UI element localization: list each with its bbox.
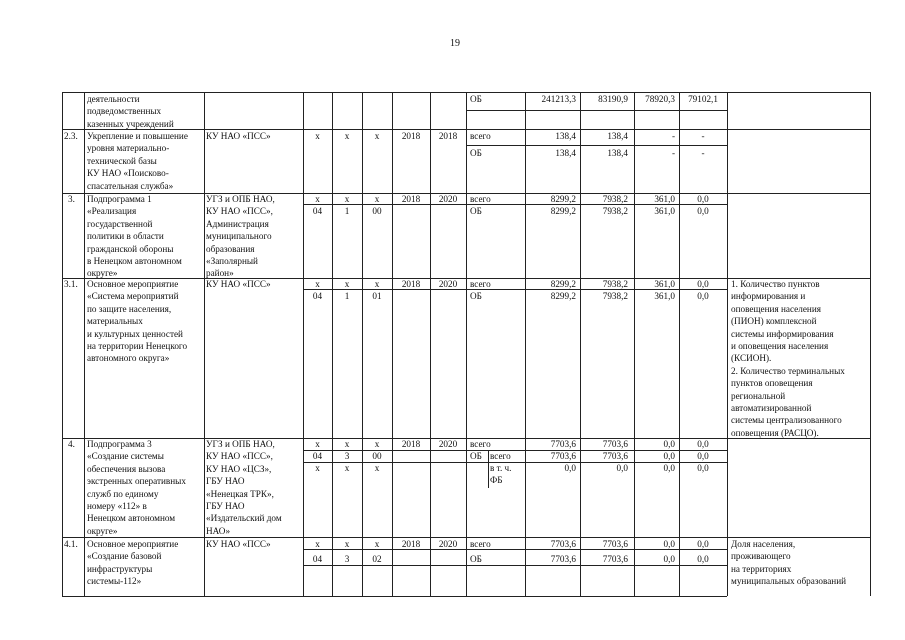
table-column-rule bbox=[525, 92, 526, 596]
executor-line: УГЗ и ОПБ НАО, bbox=[206, 439, 275, 449]
executor-line: «Ненецкая ТРК», bbox=[206, 488, 274, 499]
indicator-line: пунктов оповещения bbox=[731, 378, 813, 389]
row-23-end-year: 2018 bbox=[438, 131, 458, 141]
row-41-all-year-2019: 0,0 bbox=[663, 539, 675, 549]
table-column-rule bbox=[392, 92, 393, 596]
cont-row-total: 241213,3 bbox=[541, 94, 576, 104]
subprogram-name-line: в Ненецком автономном bbox=[87, 256, 182, 266]
indicator-line: и оповещения населения bbox=[731, 341, 829, 351]
executor-line: Администрация bbox=[206, 218, 269, 229]
cont-row-year-2019: 78920,3 bbox=[645, 94, 675, 104]
subprogram-name-line: государственной bbox=[87, 218, 153, 229]
sub-row-border bbox=[466, 110, 727, 111]
measure-name-line: автономного округа» bbox=[87, 353, 170, 364]
indicator-line: на территориях bbox=[731, 563, 792, 574]
indicator-line: проживающего bbox=[731, 551, 791, 562]
funding-source: ОБ bbox=[470, 554, 482, 564]
subprogram-name-line: гражданской обороны bbox=[87, 243, 174, 254]
row-3-ob-total: 8299,2 bbox=[550, 206, 576, 216]
page-number: 19 bbox=[450, 38, 460, 49]
indicator-line: информирования и bbox=[731, 291, 806, 302]
code-pp: х bbox=[344, 131, 350, 141]
row-3-ob-year-2020: 0,0 bbox=[697, 206, 709, 216]
row-4-codes-a-gp: х bbox=[315, 439, 320, 449]
row-31-all-year-2020: 0,0 bbox=[697, 279, 709, 289]
table-column-rule bbox=[679, 92, 680, 596]
row-4-start-year: 2018 bbox=[401, 439, 421, 449]
table-column-rule bbox=[580, 92, 581, 596]
row-number: 4. bbox=[68, 439, 75, 449]
executor-line: район» bbox=[206, 268, 234, 279]
row-4-codes-b-pp: 3 bbox=[344, 451, 350, 461]
executor-line: КУ НАО «ПСС», bbox=[206, 206, 273, 217]
row-number: 4.1. bbox=[64, 539, 78, 549]
subprogram-name-line: экстренных оперативных bbox=[87, 476, 186, 487]
executor-line: «Заполярный bbox=[206, 256, 258, 266]
executor: КУ НАО «ПСС» bbox=[206, 539, 271, 549]
subprogram-name-line: номеру «112» в bbox=[87, 501, 147, 511]
row-3-all-year-2020: 0,0 bbox=[697, 194, 709, 204]
row-31-codes-a-om: х bbox=[374, 279, 380, 289]
subprogram-name-line: политики в области bbox=[87, 231, 164, 242]
row-3-all-year-2018: 7938,2 bbox=[602, 194, 628, 204]
row-3-start-year: 2018 bbox=[401, 194, 421, 204]
measure-name-line: инфраструктуры bbox=[87, 563, 153, 574]
funding-source: ОБ bbox=[470, 94, 482, 104]
row-4-all-year-2020: 0,0 bbox=[697, 439, 709, 449]
row-31-codes-b-om: 01 bbox=[372, 291, 382, 301]
row-41-codes-b-gp: 04 bbox=[312, 554, 323, 564]
row-23-all-total: 138,4 bbox=[555, 131, 576, 141]
row-4-fb-total: 0,0 bbox=[564, 463, 576, 473]
row-41-codes-a-gp: х bbox=[315, 539, 320, 549]
row-4-codes-b-gp: 04 bbox=[312, 451, 323, 461]
measure-name-line: «Система мероприятий bbox=[87, 291, 179, 302]
measure-name-line: по защите населения, bbox=[87, 303, 172, 314]
row-31-all-year-2018: 7938,2 bbox=[602, 279, 628, 289]
row-number: 3.1. bbox=[64, 279, 78, 289]
row-3-all-total: 8299,2 bbox=[550, 194, 576, 204]
row-41-ob-year-2020: 0,0 bbox=[697, 554, 709, 564]
row-23-ob-year-2019: - bbox=[671, 148, 675, 158]
row-31-codes-a-pp: х bbox=[344, 279, 350, 289]
table-column-rule bbox=[332, 92, 333, 596]
indicator-line: автоматизированной bbox=[731, 403, 812, 413]
subprogram-name-line: Подпрограмма 1 bbox=[87, 194, 152, 204]
measure-name-line: системы-112» bbox=[87, 576, 142, 587]
subprogram-name-line: округе» bbox=[87, 525, 118, 536]
funding-source: всего bbox=[490, 451, 511, 461]
row-41-codes-a-om: х bbox=[374, 539, 380, 549]
executor-line: ГБУ НАО bbox=[206, 476, 245, 487]
executor-line: «Издательский дом bbox=[206, 513, 282, 524]
indicator-line: (ПИОН) комплексной bbox=[731, 316, 817, 327]
row-23-ob-year-2020: - bbox=[701, 148, 705, 158]
row-23-start-year: 2018 bbox=[401, 131, 421, 141]
row-border bbox=[62, 596, 727, 597]
row-4-fb-year-2020: 0,0 bbox=[697, 463, 709, 473]
subprogram-name-line: обеспечения вызова bbox=[87, 463, 166, 474]
row-4-codes-c-pp: х bbox=[344, 463, 350, 473]
funding-source: всего bbox=[470, 279, 491, 289]
row-41-codes-a-pp: х bbox=[344, 539, 350, 549]
funding-source: всего bbox=[470, 131, 491, 141]
row-4-ob-year-2019: 0,0 bbox=[663, 451, 675, 461]
indicator-line: (КСИОН). bbox=[731, 353, 772, 364]
subprogram-name-line: Ненецком автономном bbox=[87, 513, 176, 524]
row-4-ob-year-2020: 0,0 bbox=[697, 451, 709, 461]
row-41-ob-year-2019: 0,0 bbox=[663, 554, 675, 564]
row-31-all-year-2019: 361,0 bbox=[654, 279, 675, 289]
row-3-codes-b-om: 00 bbox=[372, 206, 382, 216]
row-3-codes-b-pp: 1 bbox=[344, 206, 350, 216]
indicator-line: оповещения населения bbox=[731, 303, 821, 314]
measure-name-line: Основное мероприятие bbox=[87, 279, 179, 289]
row-4-ob-total: 7703,6 bbox=[550, 451, 576, 461]
measure-name-line: Укрепление и повышение bbox=[87, 131, 188, 141]
row-number: 2.3. bbox=[64, 131, 78, 141]
row-4-codes-a-pp: х bbox=[344, 439, 350, 449]
row-31-start-year: 2018 bbox=[401, 279, 421, 289]
row-4-all-total: 7703,6 bbox=[550, 439, 576, 449]
row-23-all-year-2019: - bbox=[671, 131, 675, 141]
row-23-all-year-2020: - bbox=[701, 131, 705, 141]
row-31-codes-a-gp: х bbox=[315, 279, 320, 289]
row-23-ob-year-2018: 138,4 bbox=[607, 148, 628, 158]
row-41-codes-b-pp: 3 bbox=[344, 554, 350, 564]
row-3-end-year: 2020 bbox=[438, 194, 458, 204]
row-41-start-year: 2018 bbox=[401, 539, 421, 549]
row-31-ob-year-2020: 0,0 bbox=[697, 291, 709, 301]
funding-source: ОБ bbox=[470, 206, 482, 216]
measure-name-line: деятельности bbox=[87, 94, 140, 104]
executor: КУ НАО «ПСС» bbox=[206, 279, 271, 289]
indicator-line: системы информирования bbox=[731, 328, 834, 339]
row-31-codes-b-gp: 04 bbox=[312, 291, 323, 301]
table-column-rule bbox=[466, 92, 467, 596]
funding-source: ОБ bbox=[470, 291, 482, 301]
measure-name-line: казенных учреждений bbox=[87, 118, 174, 129]
row-41-codes-b-om: 02 bbox=[372, 554, 382, 564]
funding-source: в т. ч. bbox=[490, 463, 512, 473]
funding-source: ФБ bbox=[490, 475, 503, 485]
row-4-end-year: 2020 bbox=[438, 439, 458, 449]
row-31-ob-total: 8299,2 bbox=[550, 291, 576, 301]
row-4-all-year-2018: 7703,6 bbox=[602, 439, 628, 449]
funding-source: всего bbox=[470, 539, 491, 549]
row-41-end-year: 2020 bbox=[438, 539, 458, 549]
measure-name-line: материальных bbox=[87, 316, 143, 327]
row-3-codes-a-pp: х bbox=[344, 194, 350, 204]
indicator-line: системы централизованного bbox=[731, 415, 842, 426]
measure-name-line: и культурных ценностей bbox=[87, 328, 183, 339]
row-4-fb-year-2018: 0,0 bbox=[616, 463, 628, 473]
row-3-codes-b-gp: 04 bbox=[312, 206, 323, 216]
row-3-all-year-2019: 361,0 bbox=[654, 194, 675, 204]
measure-name-line: на территории Ненецкого bbox=[87, 341, 188, 351]
subprogram-name-line: служб по единому bbox=[87, 488, 159, 499]
table-column-rule bbox=[204, 92, 205, 596]
measure-name-line: уровня материально- bbox=[87, 143, 170, 154]
row-41-all-year-2018: 7703,6 bbox=[602, 539, 628, 549]
indicator-line: 2. Количество терминальных bbox=[731, 365, 845, 376]
funding-source: всего bbox=[470, 194, 491, 204]
table-column-rule bbox=[84, 92, 85, 596]
executor: КУ НАО «ПСС» bbox=[206, 131, 271, 141]
funding-source: ОБ bbox=[470, 148, 482, 158]
row-31-all-total: 8299,2 bbox=[550, 279, 576, 289]
row-4-codes-c-gp: х bbox=[315, 463, 320, 473]
indicator-line: региональной bbox=[731, 390, 786, 401]
table-column-rule bbox=[430, 92, 431, 596]
row-3-ob-year-2019: 361,0 bbox=[654, 206, 675, 216]
executor-line: муниципального bbox=[206, 231, 272, 242]
row-31-end-year: 2020 bbox=[438, 279, 458, 289]
sub-row-border bbox=[466, 145, 727, 146]
indicator-line: муниципальных образований bbox=[731, 576, 847, 587]
indicator-line: 1. Количество пунктов bbox=[731, 279, 820, 289]
row-4-codes-a-om: х bbox=[374, 439, 380, 449]
measure-name-line: «Создание базовой bbox=[87, 551, 162, 562]
row-31-ob-year-2018: 7938,2 bbox=[602, 291, 628, 301]
table-column-rule bbox=[303, 92, 304, 596]
subprogram-name-line: округе» bbox=[87, 268, 118, 279]
executor-line: КУ НАО «ЦСЗ», bbox=[206, 463, 272, 474]
code-gp: х bbox=[315, 131, 320, 141]
row-4-codes-c-om: х bbox=[374, 463, 380, 473]
executor-line: КУ НАО «ПСС», bbox=[206, 451, 273, 462]
measure-name-line: Основное мероприятие bbox=[87, 539, 179, 549]
executor-line: образования bbox=[206, 243, 255, 254]
measure-name-line: КУ НАО «Поисково- bbox=[87, 168, 169, 179]
cont-row-year-2020: 79102,1 bbox=[688, 94, 718, 104]
row-4-ob-year-2018: 7703,6 bbox=[602, 451, 628, 461]
table-column-rule bbox=[727, 92, 728, 596]
row-3-ob-year-2018: 7938,2 bbox=[602, 206, 628, 216]
row-number: 3. bbox=[68, 194, 75, 204]
row-31-ob-year-2019: 361,0 bbox=[654, 291, 675, 301]
row-41-all-total: 7703,6 bbox=[550, 539, 576, 549]
row-41-ob-year-2018: 7703,6 bbox=[602, 554, 628, 564]
executor-line: ГБУ НАО bbox=[206, 501, 245, 511]
table-column-rule bbox=[62, 92, 63, 596]
subprogram-name-line: «Создание системы bbox=[87, 451, 164, 462]
funding-source: ОБ bbox=[470, 451, 482, 461]
table-column-rule bbox=[634, 92, 635, 596]
measure-name-line: технической базы bbox=[87, 155, 157, 166]
row-4-fb-year-2019: 0,0 bbox=[663, 463, 675, 473]
subprogram-name-line: Подпрограмма 3 bbox=[87, 439, 152, 449]
row-4-all-year-2019: 0,0 bbox=[663, 439, 675, 449]
cont-row-year-2018: 83190,9 bbox=[598, 94, 628, 104]
measure-name-line: подведомственных bbox=[87, 106, 162, 117]
row-23-all-year-2018: 138,4 bbox=[607, 131, 628, 141]
code-om: х bbox=[374, 131, 380, 141]
measure-name-line: спасательная служба» bbox=[87, 180, 174, 191]
row-23-ob-total: 138,4 bbox=[555, 148, 576, 158]
funding-source: всего bbox=[470, 439, 491, 449]
executor-line: УГЗ и ОПБ НАО, bbox=[206, 194, 275, 204]
indicator-line: оповещения (РАСЦО). bbox=[731, 427, 819, 438]
row-4-codes-b-om: 00 bbox=[372, 451, 382, 461]
table-column-rule bbox=[870, 92, 871, 596]
indicator-line: Доля населения, bbox=[731, 539, 796, 549]
row-3-codes-a-gp: х bbox=[315, 194, 320, 204]
row-41-all-year-2020: 0,0 bbox=[697, 539, 709, 549]
subprogram-name-line: «Реализация bbox=[87, 206, 137, 217]
executor-line: НАО» bbox=[206, 525, 231, 536]
table-column-rule bbox=[362, 92, 363, 596]
row-31-codes-b-pp: 1 bbox=[344, 291, 350, 301]
row-41-ob-total: 7703,6 bbox=[550, 554, 576, 564]
row-3-codes-a-om: х bbox=[374, 194, 380, 204]
